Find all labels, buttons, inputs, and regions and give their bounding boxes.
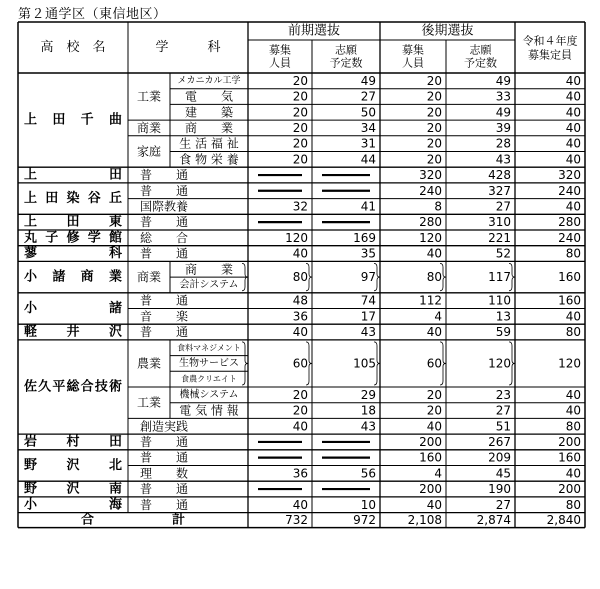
value-cell: 320 [558,168,581,183]
value-cell: 160 [419,450,442,465]
page-title: 第２通学区（東信地区） [18,7,167,22]
value-cell: 20 [426,387,442,402]
value-cell: 120 [488,356,511,371]
total-value: 2,874 [476,513,511,528]
value-cell: 49 [495,73,511,88]
value-cell: 20 [292,73,308,88]
header-teiin: 令和４年度 [522,34,578,48]
header-kouki: 後期選抜 [421,23,474,39]
dept-name: 音 楽 [140,309,189,324]
value-cell: 51 [495,419,511,434]
subject-name: 食 物 栄 養 [179,152,239,167]
value-cell: 40 [565,136,581,151]
total-label: 合 計 [80,512,186,528]
value-cell: 80 [426,270,442,285]
dept-group: 工業 [136,89,162,104]
total-value: 2,108 [407,513,442,528]
value-cell: 80 [565,419,581,434]
dept-name: 普 通 [140,246,189,261]
school-name: 佐久平総合技術 [24,379,122,395]
value-cell: 97 [360,270,376,285]
header-boshu: 人員 [402,56,424,70]
value-cell: 29 [360,387,376,402]
subject-name: 機械システム [179,389,239,401]
value-cell: 40 [565,152,581,167]
value-cell: 20 [426,403,442,418]
merge-bracket [242,342,248,385]
subject-name: 商 業 [184,120,234,135]
school-name: 上 田 染 谷 丘 [24,191,122,207]
dept-name: 普 通 [140,325,189,340]
value-cell: 27 [360,89,376,104]
value-cell: 36 [292,309,308,324]
value-cell: 40 [565,199,581,214]
value-cell: 209 [488,450,511,465]
value-cell: 320 [419,168,442,183]
value-cell: 280 [419,215,442,230]
value-cell: 20 [426,136,442,151]
value-cell: 40 [292,497,308,512]
value-cell: 40 [292,246,308,261]
value-cell: 52 [495,246,511,261]
value-cell: 4 [434,466,442,481]
value-cell: 20 [292,105,308,120]
subject-name: 食料マネジメント [177,343,241,353]
header-zenki: 前期選抜 [287,23,341,39]
dept-name: 国際教養 [140,199,189,214]
subject-name: 電 気 情 報 [179,403,239,418]
value-cell: 160 [558,270,581,285]
header-dept: 学 科 [155,40,221,55]
value-cell: 80 [565,325,581,340]
value-cell: 110 [488,293,511,308]
value-cell: 10 [360,497,376,512]
school-name: 小 諸 商 業 [24,269,122,285]
value-cell: 112 [419,293,442,308]
value-cell: 49 [360,73,376,88]
value-cell: 20 [292,120,308,135]
value-cell: 200 [419,482,442,497]
value-cell: 310 [488,215,511,230]
value-cell: 50 [360,105,376,120]
value-cell: 27 [495,403,511,418]
value-cell: 20 [292,89,308,104]
value-cell: 80 [565,246,581,261]
value-cell: 36 [292,466,308,481]
total-value: 972 [353,513,376,528]
value-cell: 40 [565,73,581,88]
value-cell: 117 [488,270,511,285]
value-cell: 20 [426,73,442,88]
dept-group: 農業 [136,356,162,371]
value-cell: 8 [434,199,442,214]
dept-name: 普 通 [140,168,189,183]
value-cell: 4 [434,309,442,324]
dept-name: 普 通 [140,215,189,230]
header-shigan: 志願 [469,43,492,57]
value-cell: 20 [426,105,442,120]
value-cell: 40 [565,105,581,120]
value-cell: 17 [360,309,376,324]
value-cell: 45 [495,466,511,481]
value-cell: 40 [565,120,581,135]
school-name: 軽 井 沢 [24,324,122,340]
school-name: 丸 子 修 学 館 [24,230,122,246]
subject-name: 商 業 [184,262,234,277]
value-cell: 48 [292,293,308,308]
dept-name: 普 通 [140,450,189,465]
dept-name: 普 通 [140,482,189,497]
value-cell: 40 [426,497,442,512]
value-cell: 169 [353,230,376,245]
school-name: 蓼 科 [24,246,122,262]
value-cell: 39 [495,120,511,135]
value-cell: 20 [426,120,442,135]
dept-name: 普 通 [140,434,189,449]
value-cell: 40 [292,325,308,340]
value-cell: 160 [558,293,581,308]
value-cell: 32 [292,199,308,214]
header-boshu: 募集 [402,43,424,57]
value-cell: 74 [360,293,376,308]
value-cell: 240 [419,183,442,198]
value-cell: 40 [565,403,581,418]
value-cell: 200 [419,434,442,449]
value-cell: 35 [360,246,376,261]
dept-name: 創造実践 [140,419,189,434]
value-cell: 43 [495,152,511,167]
school-name: 上 田 [24,167,122,183]
header-boshu: 人員 [269,56,291,70]
value-cell: 280 [558,215,581,230]
value-cell: 327 [488,183,511,198]
value-cell: 20 [292,387,308,402]
value-cell: 31 [360,136,376,151]
value-cell: 20 [426,89,442,104]
value-cell: 20 [426,152,442,167]
value-cell: 40 [565,387,581,402]
value-cell: 49 [495,105,511,120]
value-cell: 120 [558,356,581,371]
value-cell: 40 [426,419,442,434]
value-cell: 267 [488,434,511,449]
school-name: 小 海 [24,497,122,513]
dept-group: 商業 [136,120,162,135]
school-name: 野 沢 北 [24,458,122,473]
subject-name: 生物サービス [179,357,239,369]
value-cell: 240 [558,183,581,198]
value-cell: 56 [360,466,376,481]
dept-name: 普 通 [140,497,189,512]
subject-name: メカニカル工学 [177,75,241,86]
value-cell: 428 [488,168,511,183]
value-cell: 40 [426,246,442,261]
value-cell: 33 [495,89,511,104]
subject-name: 建 築 [184,105,234,120]
value-cell: 40 [565,466,581,481]
value-cell: 20 [292,152,308,167]
value-cell: 27 [495,497,511,512]
value-cell: 43 [360,325,376,340]
school-name: 上 田 千 曲 [24,112,122,128]
header-shigan: 予定数 [464,56,497,70]
value-cell: 200 [558,434,581,449]
dept-group: 工業 [136,395,162,410]
dept-name: 総 合 [140,230,189,245]
school-name: 小 諸 [24,301,122,316]
subject-name: 食農クリエイト [181,374,237,384]
value-cell: 60 [292,356,308,371]
value-cell: 240 [558,230,581,245]
value-cell: 120 [419,230,442,245]
school-name: 野 沢 南 [24,481,122,497]
value-cell: 23 [495,387,511,402]
header-school: 高 校 名 [40,40,106,55]
header-boshu: 募集 [269,43,291,57]
dept-name: 理 数 [140,466,189,481]
value-cell: 20 [292,136,308,151]
value-cell: 40 [292,419,308,434]
value-cell: 43 [360,419,376,434]
value-cell: 40 [565,89,581,104]
value-cell: 27 [495,199,511,214]
subject-name: 会計システム [179,279,239,291]
value-cell: 120 [285,230,308,245]
value-cell: 80 [292,270,308,285]
total-value: 2,840 [546,513,581,528]
value-cell: 60 [426,356,442,371]
dept-group: 家庭 [136,144,162,159]
header-teiin: 募集定員 [528,48,572,62]
school-name: 岩 村 田 [24,434,122,450]
value-cell: 200 [558,482,581,497]
dept-name: 普 通 [140,293,189,308]
total-value: 732 [285,513,308,528]
value-cell: 105 [353,356,376,371]
value-cell: 80 [565,497,581,512]
value-cell: 40 [426,325,442,340]
value-cell: 221 [488,230,511,245]
value-cell: 44 [360,152,376,167]
value-cell: 18 [360,403,376,418]
value-cell: 20 [292,403,308,418]
header-shigan: 志願 [335,43,357,57]
value-cell: 28 [495,136,511,151]
value-cell: 41 [360,199,376,214]
subject-name: 生 活 福 祉 [179,136,239,151]
value-cell: 40 [565,309,581,324]
dept-name: 普 通 [140,183,189,198]
value-cell: 34 [360,120,376,135]
value-cell: 59 [495,325,511,340]
value-cell: 160 [558,450,581,465]
subject-name: 電 気 [184,89,234,104]
header-shigan: 予定数 [329,56,363,70]
school-name: 上 田 東 [24,214,122,230]
dept-group: 商業 [136,270,162,285]
value-cell: 190 [488,482,511,497]
value-cell: 13 [495,309,511,324]
